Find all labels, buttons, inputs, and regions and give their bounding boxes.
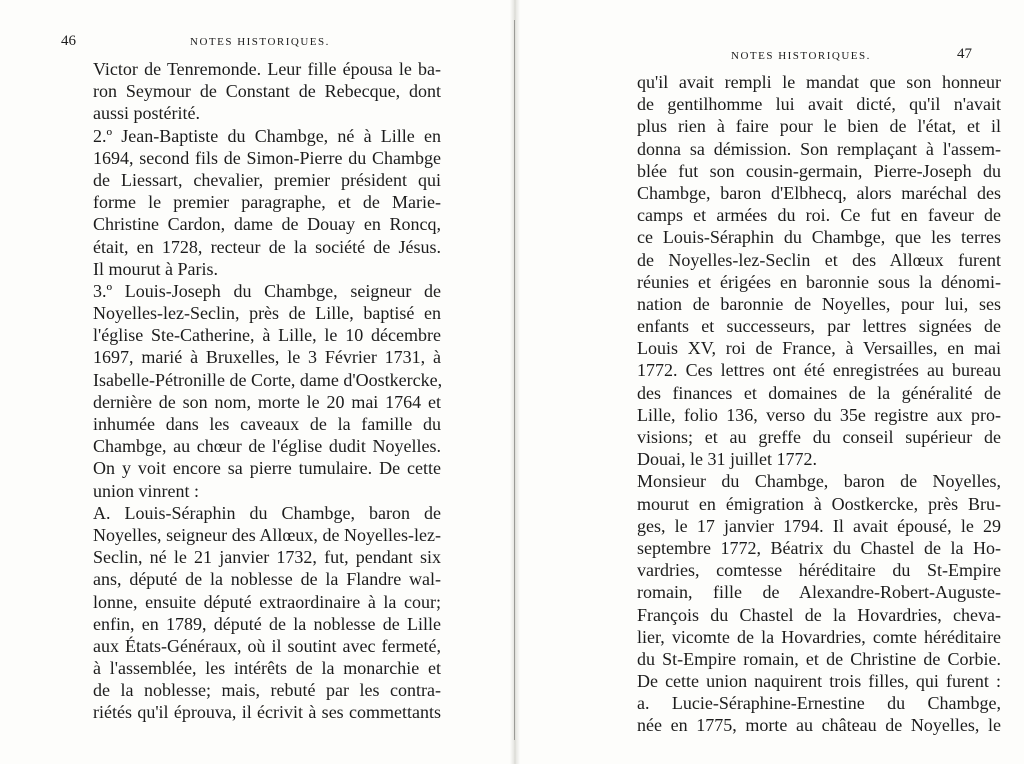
text-line: inhumée dans les caveaux de la famille du	[93, 414, 441, 434]
text-line: Douai, le 31 juillet 1772.	[637, 449, 817, 470]
text-line: Seclin, né le 21 janvier 1732, fut, pendant six	[93, 547, 441, 568]
left-page	[0, 0, 510, 764]
text-line: mourut en émigration à Oostkercke, près Bru-	[637, 493, 1001, 514]
text-line: nation de baronnie de Noyelles, pour lui, ses	[637, 293, 1001, 314]
text-line: enfin, en 1789, député de la noblesse de Lille	[93, 613, 441, 634]
text-line: Chambge, au chœur de l'église dudit Noyelles.	[93, 436, 441, 457]
text-line: réunies et érigées en baronnie sous la dénomi-	[637, 271, 1001, 292]
text-line: François du Chastel de la Hovardries, cheva-	[637, 604, 1001, 625]
text-line: enfants et successeurs, par lettres signées de	[637, 316, 1001, 337]
text-line: A. Louis-Séraphin du Chambge, baron de	[93, 502, 441, 523]
page-number-right: 47	[957, 46, 972, 62]
text-line: On y voit encore sa pierre tumulaire. De cette	[93, 458, 441, 479]
text-line: 2.º Jean-Baptiste du Chambge, né à Lille en	[93, 125, 441, 146]
text-line: de Noyelles-lez-Seclin et des Allœux furent	[637, 249, 1001, 270]
text-line: De cette union naquirent trois filles, qui furent :	[637, 671, 1001, 692]
text-line: 1697, marié à Bruxelles, le 3 Février 1731, à	[93, 347, 441, 368]
text-line: Noyelles-lez-Seclin, près de Lille, baptisé en	[93, 303, 441, 324]
right-page-text	[637, 71, 1001, 737]
text-line: plus rien à faire pour le bien de l'état, et il	[637, 116, 1001, 137]
text-line: septembre 1772, Béatrix du Chastel de la Ho-	[637, 537, 1001, 558]
gutter-fold-line	[514, 20, 515, 740]
right-page	[520, 0, 1024, 764]
running-head-left: NOTES HISTORIQUES.	[190, 36, 330, 48]
book-gutter	[510, 0, 520, 764]
text-line: ce Louis-Séraphin du Chambge, que les terres	[637, 227, 1001, 248]
text-line: Louis XV, roi de France, à Versailles, en mai	[637, 338, 1001, 359]
text-line: riétés qu'il éprouva, il écrivit à ses commettants	[93, 702, 441, 723]
text-line: a. Lucie-Séraphine-Ernestine du Chambge,	[637, 693, 1001, 714]
text-line: donna sa démission. Son remplaçant à l'assem-	[637, 138, 1001, 159]
text-line: vardries, comtesse héréditaire du St-Empire	[637, 560, 1001, 581]
text-line: du St-Empire romain, et de Christine de Corbie.	[637, 648, 1001, 669]
text-line: Il mourut à Paris.	[93, 258, 218, 279]
text-line: ron Seymour de Constant de Rebecque, dont	[93, 81, 441, 102]
text-line: née en 1775, morte au château de Noyelles, le	[637, 715, 1001, 736]
text-line: Monsieur du Chambge, baron de Noyelles,	[637, 471, 1001, 492]
text-line: à l'assemblée, les intérêts de la monarchie et	[93, 658, 441, 679]
text-line: ans, député de la noblesse de la Flandre wal-	[93, 569, 441, 590]
text-line: ges, le 17 janvier 1794. Il avait épousé, le 29	[637, 515, 1001, 536]
text-line: lonne, ensuite député extraordinaire à la cour;	[93, 591, 441, 612]
text-line: dernière de son nom, morte le 20 mai 1764 et	[93, 391, 441, 412]
text-line: visions; et au greffe du conseil supérieur de	[637, 427, 1001, 447]
text-line: lier, vicomte de la Hovardries, comte héréditaire	[637, 626, 1001, 647]
text-line: forme le premier paragraphe, et de Marie-	[93, 192, 441, 213]
text-line: de la noblesse; mais, rebuté par les contra-	[93, 680, 441, 701]
text-line: Lille, folio 136, verso du 35e registre aux pro-	[637, 404, 1001, 425]
text-line: Christine Cardon, dame de Douay en Roncq,	[93, 214, 441, 235]
text-line: union vinrent :	[93, 480, 199, 501]
page-number-left: 46	[61, 33, 76, 49]
text-line: aux États-Généraux, où il soutint avec fermeté,	[93, 635, 441, 656]
text-line: Noyelles, seigneur des Allœux, de Noyelles-lez-	[93, 524, 441, 545]
text-line: aussi postérité.	[93, 103, 200, 124]
text-line: Isabelle-Pétronille de Corte, dame d'Oostkercke,	[93, 369, 443, 390]
text-line: romain, fille de Alexandre-Robert-Auguste-	[637, 582, 1001, 603]
text-line: de Liessart, chevalier, premier président qui	[93, 169, 441, 190]
text-line: 3.º Louis-Joseph du Chambge, seigneur de	[93, 280, 441, 301]
text-line: Victor de Tenremonde. Leur fille épousa le ba-	[93, 59, 441, 79]
text-line: des finances et domaines de la généralité de	[637, 382, 1001, 403]
text-line: était, en 1728, recteur de la société de Jésus.	[93, 236, 441, 257]
text-line: blée fut son cousin-germain, Pierre-Joseph du	[637, 160, 1001, 181]
left-page-text	[93, 58, 441, 724]
text-line: Chambge, baron d'Elbhecq, alors maréchal des	[637, 182, 1001, 203]
text-line: 1772. Ces lettres ont été enregistrées au bureau	[637, 360, 1001, 381]
text-line: l'église Ste-Catherine, à Lille, le 10 décembre	[93, 325, 441, 346]
text-line: qu'il avait rempli le mandat que son honneur	[637, 72, 1001, 92]
text-line: camps et armées du roi. Ce fut en faveur de	[637, 205, 1001, 226]
text-line: de gentilhomme lui avait dicté, qu'il n'avait	[637, 94, 1001, 115]
running-head-right: NOTES HISTORIQUES.	[731, 50, 871, 62]
text-line: 1694, second fils de Simon-Pierre du Chambge	[93, 147, 441, 168]
